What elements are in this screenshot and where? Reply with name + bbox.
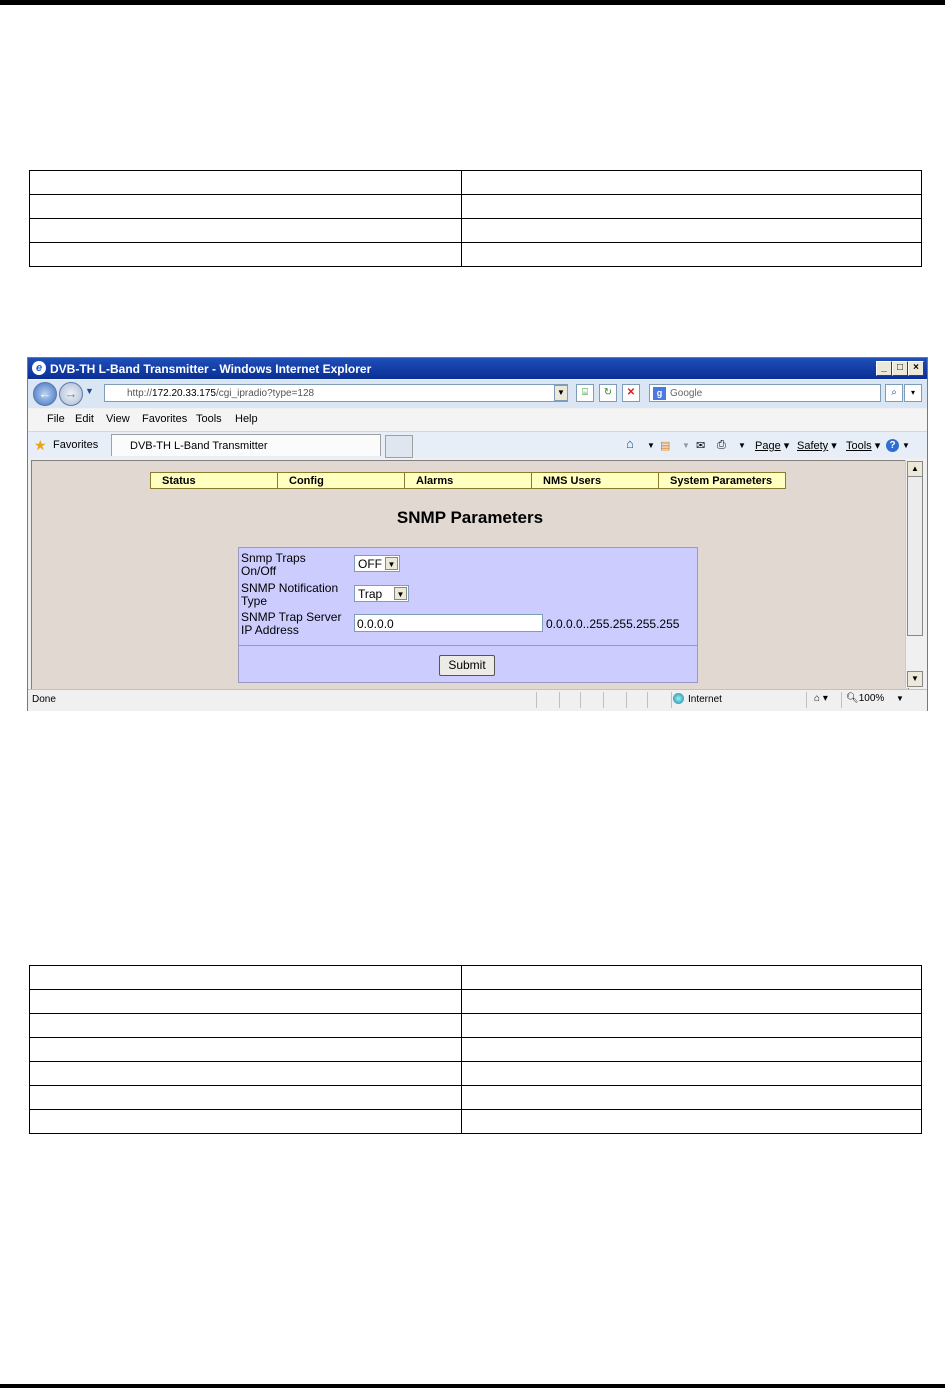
- feeds-icon[interactable]: ▤: [660, 440, 671, 452]
- menu-favorites[interactable]: Favorites: [142, 413, 188, 425]
- scroll-up-icon[interactable]: ▲: [907, 461, 923, 477]
- table-row: [30, 1014, 922, 1038]
- read-mail-icon[interactable]: ✉: [696, 440, 706, 452]
- menu-edit[interactable]: Edit: [75, 413, 94, 425]
- home-dropdown-icon[interactable]: ▼: [647, 441, 655, 450]
- status-divider: [536, 692, 537, 708]
- table-row: [30, 1062, 922, 1086]
- favorites-star-icon[interactable]: ★: [34, 437, 47, 453]
- forward-button[interactable]: →: [59, 382, 83, 406]
- menu-file[interactable]: File: [47, 413, 65, 425]
- snmp-notification-type-select[interactable]: Trap ▼: [354, 585, 409, 602]
- nav-menu: [150, 472, 786, 489]
- help-dropdown-icon[interactable]: ▼: [902, 441, 910, 450]
- table-row: [30, 966, 922, 990]
- print-icon[interactable]: ⎙: [717, 439, 726, 451]
- chevron-down-icon: ▼: [394, 587, 407, 600]
- page-top-rule: [0, 0, 945, 5]
- google-icon: g: [653, 387, 666, 400]
- nav-item-alarms[interactable]: Alarms: [405, 473, 532, 489]
- nav-item-nms-users[interactable]: NMS Users: [532, 473, 659, 489]
- nav-item-config[interactable]: Config: [278, 473, 405, 489]
- favorites-bar: [28, 432, 927, 458]
- page-menu[interactable]: Page ▾: [755, 440, 790, 452]
- favorites-button[interactable]: Favorites: [53, 439, 99, 451]
- snmp-form: [238, 547, 698, 683]
- page-bottom-rule: [0, 1384, 945, 1388]
- scrollbar-thumb[interactable]: [907, 476, 923, 636]
- document-table-top: [29, 170, 922, 267]
- internet-globe-icon: [673, 693, 684, 704]
- title-bar: [28, 358, 927, 379]
- minimize-button[interactable]: _: [876, 361, 892, 376]
- status-text: Done: [32, 694, 56, 705]
- snmp-traps-select[interactable]: OFF ▼: [354, 555, 400, 572]
- tab-current[interactable]: DVB-TH L-Band Transmitter: [111, 434, 381, 456]
- snmp-trap-server-label: SNMP Trap Server IP Address: [241, 610, 342, 637]
- search-input[interactable]: g Google: [649, 384, 881, 402]
- page-content: [31, 460, 909, 690]
- address-input[interactable]: http://172.20.33.175/cgi_ipradio?type=128: [104, 384, 568, 402]
- menu-help[interactable]: Help: [235, 413, 258, 425]
- document-table-bottom: [29, 965, 922, 1134]
- search-icon[interactable]: ⌕: [885, 384, 903, 402]
- zoom-dropdown-icon[interactable]: ▼: [896, 694, 904, 703]
- status-divider: [580, 692, 581, 708]
- vertical-scrollbar[interactable]: [905, 460, 923, 688]
- menu-bar: [28, 409, 927, 432]
- form-divider: [239, 645, 697, 646]
- ie-logo-icon: e: [32, 361, 46, 375]
- status-bar: [28, 689, 927, 711]
- security-zone[interactable]: Internet: [673, 693, 722, 705]
- snmp-notification-type-label: SNMP Notification Type: [241, 581, 339, 608]
- trap-server-ip-input[interactable]: 0.0.0.0: [354, 614, 543, 632]
- tools-menu[interactable]: Tools ▾: [846, 440, 881, 452]
- browser-window: [27, 357, 928, 711]
- table-row: [30, 990, 922, 1014]
- maximize-button[interactable]: □: [892, 361, 908, 376]
- stop-icon[interactable]: ✕: [622, 384, 640, 402]
- status-divider: [647, 692, 648, 708]
- table-row: [30, 1038, 922, 1062]
- print-dropdown-icon[interactable]: ▼: [738, 441, 746, 450]
- close-button[interactable]: ×: [908, 361, 924, 376]
- compatibility-view-icon[interactable]: ⌸: [576, 384, 594, 402]
- zoom-control[interactable]: 🔍︎100%: [846, 693, 885, 704]
- table-row: [30, 195, 922, 219]
- table-row: [30, 243, 922, 267]
- safety-menu[interactable]: Safety ▾: [797, 440, 837, 452]
- refresh-icon[interactable]: ↻: [599, 384, 617, 402]
- status-divider: [603, 692, 604, 708]
- snmp-traps-label: Snmp Traps On/Off: [241, 551, 306, 578]
- help-icon[interactable]: ?: [886, 439, 899, 452]
- status-divider: [559, 692, 560, 708]
- address-bar: [28, 380, 927, 408]
- window-title: DVB-TH L-Band Transmitter - Windows Internet Explorer: [50, 362, 372, 376]
- status-divider: [671, 692, 672, 708]
- submit-button[interactable]: Submit: [439, 655, 495, 676]
- address-dropdown-icon[interactable]: ▼: [554, 385, 568, 401]
- table-row: [30, 171, 922, 195]
- back-button[interactable]: ←: [33, 382, 57, 406]
- search-options-icon[interactable]: ▾: [904, 384, 922, 402]
- new-tab-button[interactable]: [385, 435, 413, 458]
- menu-tools[interactable]: Tools: [196, 413, 222, 425]
- status-divider: [626, 692, 627, 708]
- recent-pages-dropdown-icon[interactable]: ▼: [85, 386, 94, 396]
- table-row: [30, 1086, 922, 1110]
- menu-view[interactable]: View: [106, 413, 130, 425]
- table-row: [30, 1110, 922, 1134]
- home-icon[interactable]: ⌂: [626, 436, 634, 451]
- feeds-dropdown-icon[interactable]: ▼: [682, 441, 690, 450]
- nav-item-status[interactable]: Status: [151, 473, 278, 489]
- page-title: SNMP Parameters: [396, 508, 544, 527]
- status-divider: [841, 692, 842, 708]
- table-row: [30, 219, 922, 243]
- scroll-down-icon[interactable]: ▼: [907, 671, 923, 687]
- protected-mode-icon[interactable]: ⌂ ▾: [814, 693, 828, 704]
- nav-item-system-parameters[interactable]: System Parameters: [659, 473, 786, 489]
- chevron-down-icon: ▼: [385, 557, 398, 570]
- status-divider: [806, 692, 807, 708]
- ip-range-hint: 0.0.0.0..255.255.255.255: [546, 617, 680, 631]
